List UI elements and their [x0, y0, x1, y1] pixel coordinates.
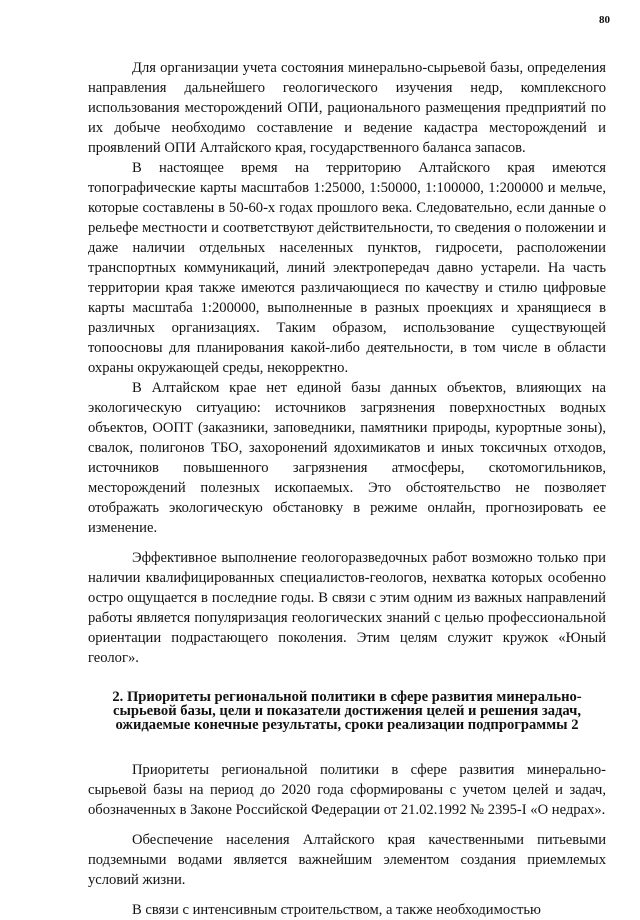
paragraph-cadastre: Для организации учета состояния минерально-сырьевой базы, определения направления дальнейшего геологического изучения недр, комплексного использования месторождений ОПИ, рационального размещения предприятий по их добыче необходимо составление и ведение кадастра месторождений и проявлений ОПИ Алтайского края, государственного баланса запасов. [88, 60, 606, 156]
paragraph-topographic-maps: В настоящее время на территорию Алтайского края имеются топографические карты масштабов 1:25000, 1:50000, 1:100000, 1:200000 и мельче, которые составлены в 50-60-х годах прошлого века. Следовательно, если данные о рельефе местности и соответствуют действительности, то сведения о положении и даже наличии отдельных населенных пунктов, гидросети, расположении транспортных коммуникаций, линий электропередач давно устарели. На часть территории края также имеются различающиеся по качеству и стилю цифровые карты масштаба 1:200000, выполненные в разных проекциях и хранящиеся в различных организациях. Таким образом, использование существующей топоосновы для планирования какой-либо деятельности, в том числе в области охраны окружающей среды, некорректно. [88, 160, 606, 376]
paragraph-drinking-water: Обеспечение населения Алтайского края качественными питьевыми подземными водами является важнейшим элементом создания приемлемых условий жизни. [88, 832, 606, 888]
paragraph-ecology-database: В Алтайском крае нет единой базы данных объектов, влияющих на экологическую ситуацию: источников загрязнения поверхностных водных объектов, ООПТ (заказники, заповедники, памятники природы, курортные зоны), свалок, полигонов ТБО, захоронений ядохимикатов и иных токсичных отходов, источников повышенного загрязнения атмосферы, скотомогильников, месторождений полезных ископаемых. Это обстоятельство не позволяет отображать экологическую обстановку в режиме онлайн, прогнозировать ее изменение. [88, 380, 606, 536]
paragraph-construction: В связи с интенсивным строительством, а также необходимостью [132, 902, 541, 918]
paragraph-priorities: Приоритеты региональной политики в сфере развития минерально-сырьевой базы на период до 2020 года сформированы с учетом целей и задач, обозначенных в Законе Российской Федерации от 21.02.1992 № 2395-I «О недрах». [88, 762, 606, 818]
page-number: 80 [599, 14, 610, 26]
paragraph-geologists: Эффективное выполнение геологоразведочных работ возможно только при наличии квалифицированных специалистов-геологов, нехватка которых особенно остро ощущается в последние годы. В связи с этим одним из важных направлений работы является популяризация геологических знаний с целью профессиональной ориентации подрастающего поколения. Этим целям служит кружок «Юный геолог». [88, 550, 606, 666]
section-heading: 2. Приоритеты региональной политики в сфере развития минерально-сырьевой базы, цели и показатели достижения целей и решения задач, ожидаемые конечные результаты, сроки реализации подпрограммы 2 [112, 689, 582, 733]
section-2-body [88, 760, 606, 920]
page-body [88, 58, 606, 920]
